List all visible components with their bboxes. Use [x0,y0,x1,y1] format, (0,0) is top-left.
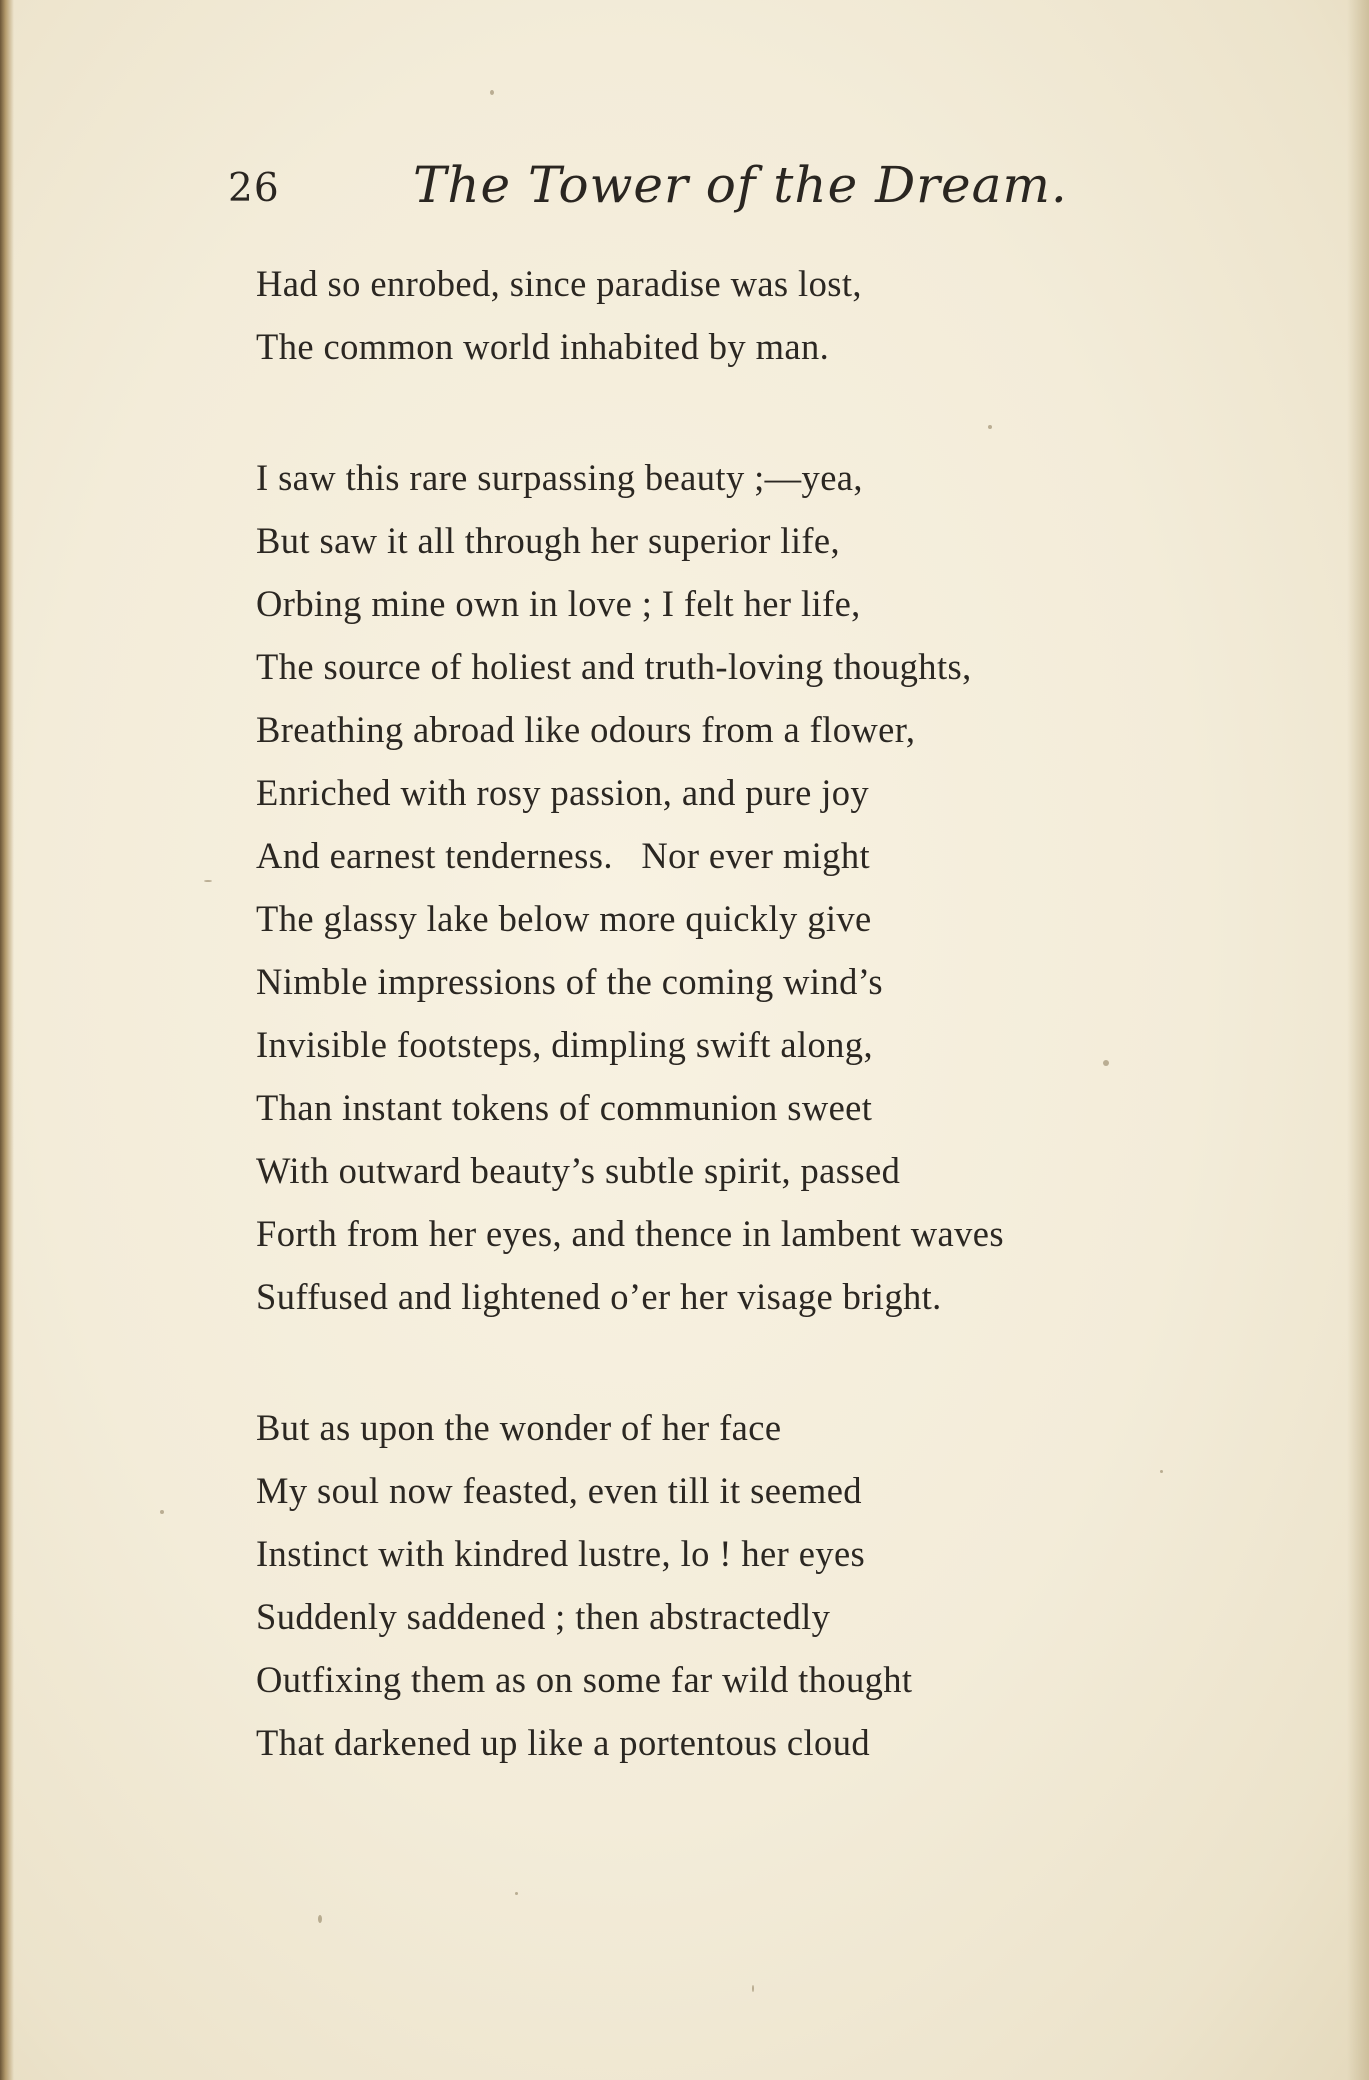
poem-line: Breathing abroad like odours from a flower, [256,709,916,750]
poem-line: The source of holiest and truth-loving thoughts, [256,646,972,687]
poem-line: Suddenly saddened ; then abstractedly [256,1596,831,1637]
poem-line: And earnest tenderness. Nor ever might [256,835,871,876]
paper-speck [204,880,212,882]
paper-speck [988,425,992,429]
paper-speck [515,1892,518,1895]
poem-line: That darkened up like a portentous cloud [256,1722,871,1763]
poem-line: The common world inhabited by man. [256,326,830,367]
paper-speck [1160,1470,1163,1473]
poem-line: Had so enrobed, since paradise was lost, [256,263,862,304]
paper-speck [752,1985,754,1992]
stanza-2 [256,446,1316,1328]
poem-line: With outward beauty’s subtle spirit, passed [256,1150,901,1191]
poem-line: Nimble impressions of the coming wind’s [256,961,883,1002]
poem-line: Outfixing them as on some far wild thought [256,1659,913,1700]
poem-line: But as upon the wonder of her face [256,1407,782,1448]
poem-line: Than instant tokens of communion sweet [256,1087,873,1128]
poem-line: Invisible footsteps, dimpling swift along, [256,1024,873,1065]
poem-line: Enriched with rosy passion, and pure joy [256,772,870,813]
poem-line: The glassy lake below more quickly give [256,898,872,939]
paper-speck [160,1510,164,1514]
poem-text [256,252,1316,1774]
stanza-3 [256,1396,1316,1774]
poem-line: Suffused and lightened o’er her visage bright. [256,1276,942,1317]
paper-speck [318,1915,322,1923]
paper-speck [1103,1060,1109,1066]
poem-line: Forth from her eyes, and thence in lambent waves [256,1213,1004,1254]
stanza-1 [256,252,1316,378]
paper-speck [490,90,494,95]
page-number: 26 [228,166,280,211]
poem-line: My soul now feasted, even till it seemed [256,1470,862,1511]
poem-line: Instinct with kindred lustre, lo ! her eyes [256,1533,866,1574]
page-header [228,150,1128,230]
poem-line: I saw this rare surpassing beauty ;—yea, [256,457,863,498]
running-title: The Tower of the Dream. [413,156,1068,214]
poem-line: Orbing mine own in love ; I felt her life, [256,583,861,624]
poem-line: But saw it all through her superior life, [256,520,841,561]
